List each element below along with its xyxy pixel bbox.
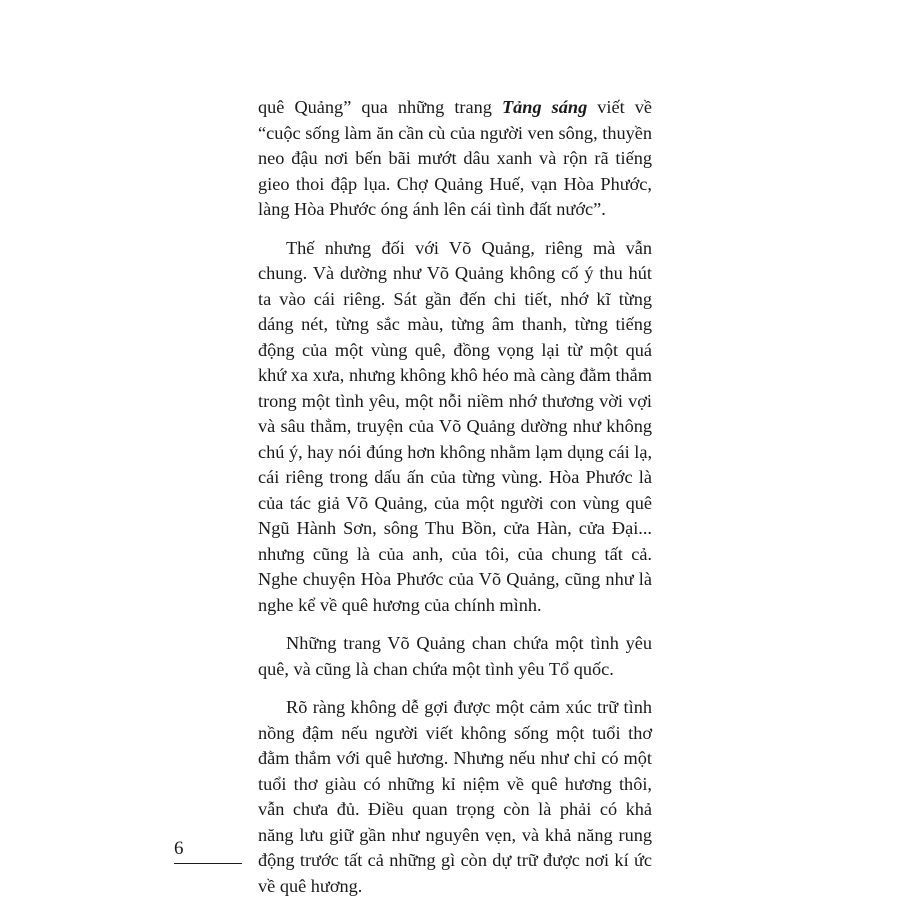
paragraph-4: Rõ ràng không dễ gợi được một cảm xúc trữ tình nồng đậm nếu người viết không sống một tuổi thơ đằm thắm với quê hương. Nhưng nếu như chỉ có một tuổi thơ giàu có những kỉ niệm về quê hương thôi, vẫn chưa đủ. Điều quan trọng còn là phải có khả năng lưu giữ gần như nguyên vẹn, và khả năng rung động trước tất cả những gì còn dự trữ được nơi kí ức về quê hương. bbox=[258, 697, 652, 896]
book-title-italic: Tảng sáng bbox=[501, 97, 588, 117]
footer-divider bbox=[174, 863, 242, 864]
paragraph-3: Những trang Võ Quảng chan chứa một tình yêu quê, và cũng là chan chứa một tình yêu Tổ quốc. bbox=[258, 633, 652, 679]
paragraph-2: Thế nhưng đối với Võ Quảng, riêng mà vẫn chung. Và dường như Võ Quảng không cố ý thu hút ta vào cái riêng. Sát gần đến chi tiết, nhớ kĩ từng dáng nét, từng sắc màu, từng âm thanh, từng tiếng động của một vùng quê, đồng vọng lại từ một quá khứ xa xưa, nhưng không khô héo mà càng đằm thắm trong một tình yêu, một nỗi niềm nhớ thương vời vợi và sâu thẳm, truyện của Võ Quảng dường như không chú ý, hay nói đúng hơn không nhằm lạm dụng cái lạ, cái riêng trong dấu ấn của từng vùng. Hòa Phước là của tác giả Võ Quảng, của một người con vùng quê Ngũ Hành Sơn, sông Thu Bồn, cửa Hàn, cửa Đại... nhưng cũng là của anh, của tôi, của chung tất cả. Nghe chuyện Hòa Phước của Võ Quảng, cũng như là nghe kể về quê hương của chính mình. bbox=[258, 237, 653, 615]
paragraph-1-rest: viết về “cuộc sống làm ăn cần cù của người ven sông, thuyền neo đậu nơi bến bãi mướt dâu xanh và rộn rã tiếng gieo thoi đập lụa. Chợ Quảng Huế, vạn Hòa Phước, làng Hòa Phước óng ánh lên cái tình đất nước”. bbox=[258, 97, 653, 219]
page-number: 6 bbox=[174, 838, 184, 859]
paragraph-1 bbox=[258, 95, 652, 223]
body-text bbox=[258, 95, 652, 899]
paragraph-1-lead: quê Quảng” qua những trang bbox=[258, 97, 502, 117]
